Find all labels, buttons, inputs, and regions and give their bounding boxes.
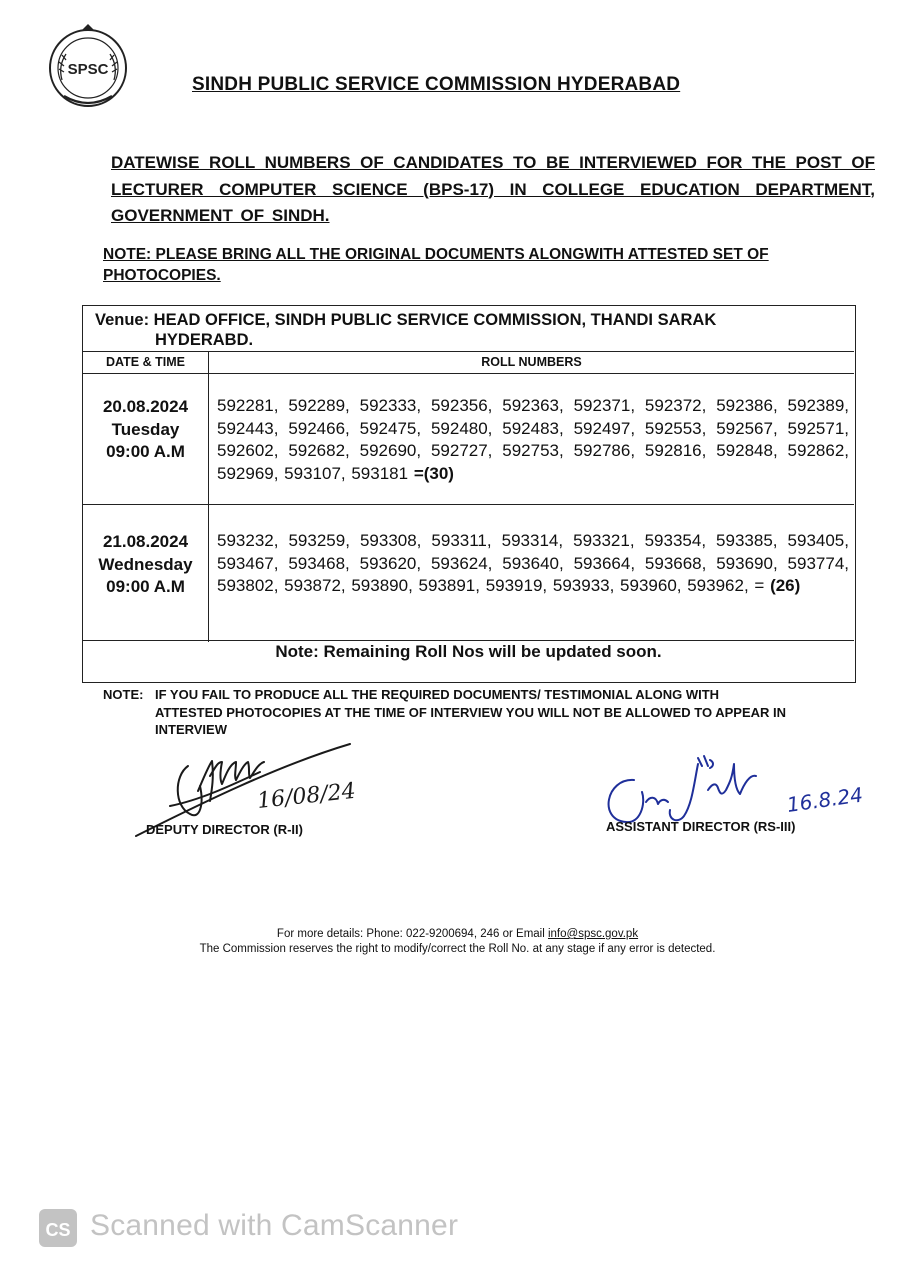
svg-text:16.8.24: 16.8.24 [785, 782, 865, 817]
venue-text [95, 310, 835, 350]
venue-row [83, 306, 854, 352]
camscanner-logo-icon [38, 1208, 78, 1248]
note-line-3: INTERVIEW [155, 722, 227, 737]
contact-email-link[interactable]: info@spsc.gov.pk [547, 928, 639, 940]
spsc-seal-logo [44, 22, 132, 110]
contact-phone-text: For more details: Phone: 022-9200694, 246 or Email [276, 928, 548, 940]
row-2-date: 21.08.2024 [102, 532, 189, 551]
row-1-count: =(30) [413, 463, 454, 483]
note-line-1: IF YOU FAIL TO PRODUCE ALL THE REQUIRED DOCUMENTS/ TESTIMONIAL ALONG WITH [155, 687, 720, 702]
row-1-roll-list: 592281, 592289, 592333, 592356, 592363, 592371, 592372, 592386, 592389, 592443, 592466, 592475, 592480, 592483, 592497, 592553, 592567, 592571, 592602, 592682, 592690, 592727, 592753, 592786, 592816, 592848, 592862, 592969, 593107, 593181 [217, 396, 849, 483]
note-label: NOTE: [103, 687, 144, 702]
table-header-row [83, 352, 854, 374]
venue-line-1: Venue: HEAD OFFICE, SINDH PUBLIC SERVICE COMMISSION, THANDI SARAK [95, 311, 717, 329]
disclaimer-text: The Commission reserves the right to modify/correct the Roll No. at any stage if any error is detected. [199, 943, 716, 955]
column-header-roll-numbers: ROLL NUMBERS [481, 355, 582, 369]
interview-warning-note [103, 686, 863, 739]
row-2-date-time [83, 531, 208, 599]
camscanner-watermark-text: Scanned with CamScanner [90, 1209, 459, 1242]
row-2-time: 09:00 A.M [106, 577, 185, 596]
venue-line-2: HYDERABD. [155, 331, 254, 349]
row-2-roll-numbers [217, 530, 849, 598]
column-divider [208, 352, 209, 642]
note-line-2: ATTESTED PHOTOCOPIES AT THE TIME OF INTERVIEW YOU WILL NOT BE ALLOWED TO APPEAR IN [155, 704, 787, 720]
remaining-roll-note: Note: Remaining Roll Nos will be updated soon. [275, 642, 662, 661]
svg-text:CS: CS [45, 1220, 71, 1240]
svg-text:SPSC: SPSC [67, 61, 109, 78]
document-subject: DATEWISE ROLL NUMBERS OF CANDIDATES TO BE INTERVIEWED FOR THE POST OF LECTURER COMPUTER SCIENCE (BPS-17) IN COLLEGE EDUCATION DEPARTMENT, GOVERNMENT OF SINDH. [111, 153, 875, 225]
row-2-count: (26) [770, 576, 801, 595]
column-header-date-time: DATE & TIME [106, 355, 185, 369]
row-1-date-time [83, 396, 208, 464]
row-2-day: Wednesday [98, 554, 193, 574]
row-2-roll-list: 593232, 593259, 593308, 593311, 593314, 593321, 593354, 593385, 593405, 593467, 593468, 593620, 593624, 593640, 593664, 593668, 593690, 593774, 593802, 593872, 593890, 593891, 593919, 593933, 593960, 593962, = [217, 531, 849, 595]
row-divider [83, 504, 854, 505]
footer-divider [83, 640, 854, 641]
row-1-date: 20.08.2024 [102, 397, 189, 416]
row-1-day: Tuesday [111, 419, 180, 439]
contact-details [0, 927, 915, 957]
row-1-roll-numbers [217, 395, 849, 485]
documents-note: NOTE: PLEASE BRING ALL THE ORIGINAL DOCUMENTS ALONGWITH ATTESTED SET OF PHOTOCOPIES. [103, 246, 769, 284]
svg-text:16/08/24: 16/08/24 [256, 778, 357, 814]
row-1-time: 09:00 A.M [106, 442, 185, 461]
interview-schedule-table [82, 305, 856, 683]
deputy-director-title: DEPUTY DIRECTOR (R-II) [146, 822, 303, 837]
organization-title: SINDH PUBLIC SERVICE COMMISSION HYDERABAD [192, 74, 681, 95]
assistant-director-title: ASSISTANT DIRECTOR (RS-III) [606, 819, 796, 834]
